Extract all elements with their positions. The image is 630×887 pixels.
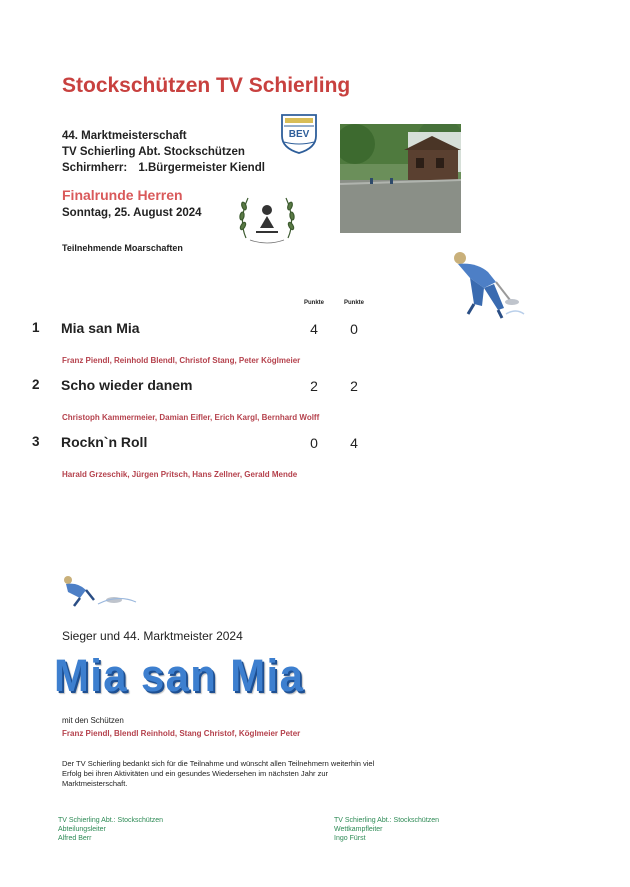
- winner-clipart: [58, 570, 138, 608]
- signature-right-name: Ingo Fürst: [334, 835, 366, 843]
- stock-shooter-icon: [444, 248, 526, 320]
- signature-left-org: TV Schierling Abt.: Stockschützen: [58, 817, 164, 824]
- team-name-1: Mia san Mia: [61, 320, 140, 336]
- points-lost-1: 0: [350, 321, 358, 337]
- team-name-2: Scho wieder danem: [61, 377, 193, 393]
- thanks-text: Der TV Schierling bedankt sich für die Teilnahme und wünscht allen Teilnehmern weiterhin viel Erfolg bei ihren Aktivitäten und ein gesundes Wiedersehen im nächsten Jahr zur Marktmeisterschaft.: [62, 759, 375, 789]
- points-won-1: 4: [310, 321, 318, 337]
- points-won-2: 2: [310, 378, 318, 394]
- association-shield-icon: [279, 112, 319, 154]
- signature-right: [334, 816, 439, 843]
- club-emblem: [234, 188, 300, 248]
- rank-2: 2: [32, 377, 40, 392]
- team-players-3: Harald Grzeschik, Jürgen Pritsch, Hans Zellner, Gerald Mende: [62, 470, 298, 479]
- patron-line: [62, 162, 265, 174]
- wreath-emblem-icon: [234, 188, 300, 248]
- signature-left-role: Abteilungsleiter: [58, 826, 106, 834]
- points-lost-2: 2: [350, 378, 358, 394]
- teams-heading: Teilnehmende Moarschaften: [62, 243, 183, 253]
- association-logo: [279, 112, 319, 154]
- winner-heading: Sieger und 44. Marktmeister 2024: [62, 629, 243, 643]
- signature-left: [58, 816, 163, 843]
- signature-right-role: Wettkampfleiter: [334, 826, 383, 834]
- department-line: TV Schierling Abt. Stockschützen: [62, 146, 245, 158]
- patron-name: 1.Bürgermeister Kiendl: [138, 162, 265, 174]
- points-won-3: 0: [310, 435, 318, 451]
- player-clipart: [444, 248, 526, 320]
- rank-3: 3: [32, 434, 40, 449]
- club-title: Stockschützen TV Schierling: [62, 74, 351, 97]
- points-column-header-1: Punkte: [303, 300, 324, 306]
- points-lost-3: 4: [350, 435, 358, 451]
- winner-players: Franz Piendl, Blendl Reinhold, Stang Christof, Köglmeier Peter: [62, 729, 301, 738]
- association-logo-text: BEV: [288, 129, 310, 140]
- rank-1: 1: [32, 320, 40, 335]
- points-column-header-2: Punkte: [343, 300, 364, 306]
- signature-right-org: TV Schierling Abt.: Stockschützen: [334, 817, 440, 824]
- final-round-title: Finalrunde Herren: [62, 187, 183, 203]
- stock-throw-icon: [58, 570, 138, 608]
- event-date: Sonntag, 25. August 2024: [62, 207, 202, 219]
- team-name-3: Rockn`n Roll: [61, 434, 148, 450]
- winner-with-line: mit den Schützen: [62, 716, 124, 725]
- championship-title: 44. Marktmeisterschaft: [62, 130, 187, 142]
- clubhouse-photo-image: [340, 124, 461, 233]
- patron-label: Schirmherr:: [62, 162, 128, 174]
- team-players-2: Christoph Kammermeier, Damian Eifler, Erich Kargl, Bernhard Wolff: [62, 413, 320, 422]
- signature-left-name: Alfred Berr: [58, 835, 92, 843]
- team-players-1: Franz Piendl, Reinhold Blendl, Christof Stang, Peter Köglmeier: [62, 356, 301, 365]
- clubhouse-photo: [340, 124, 461, 233]
- winner-team-name: Mia san Mia: [54, 650, 305, 701]
